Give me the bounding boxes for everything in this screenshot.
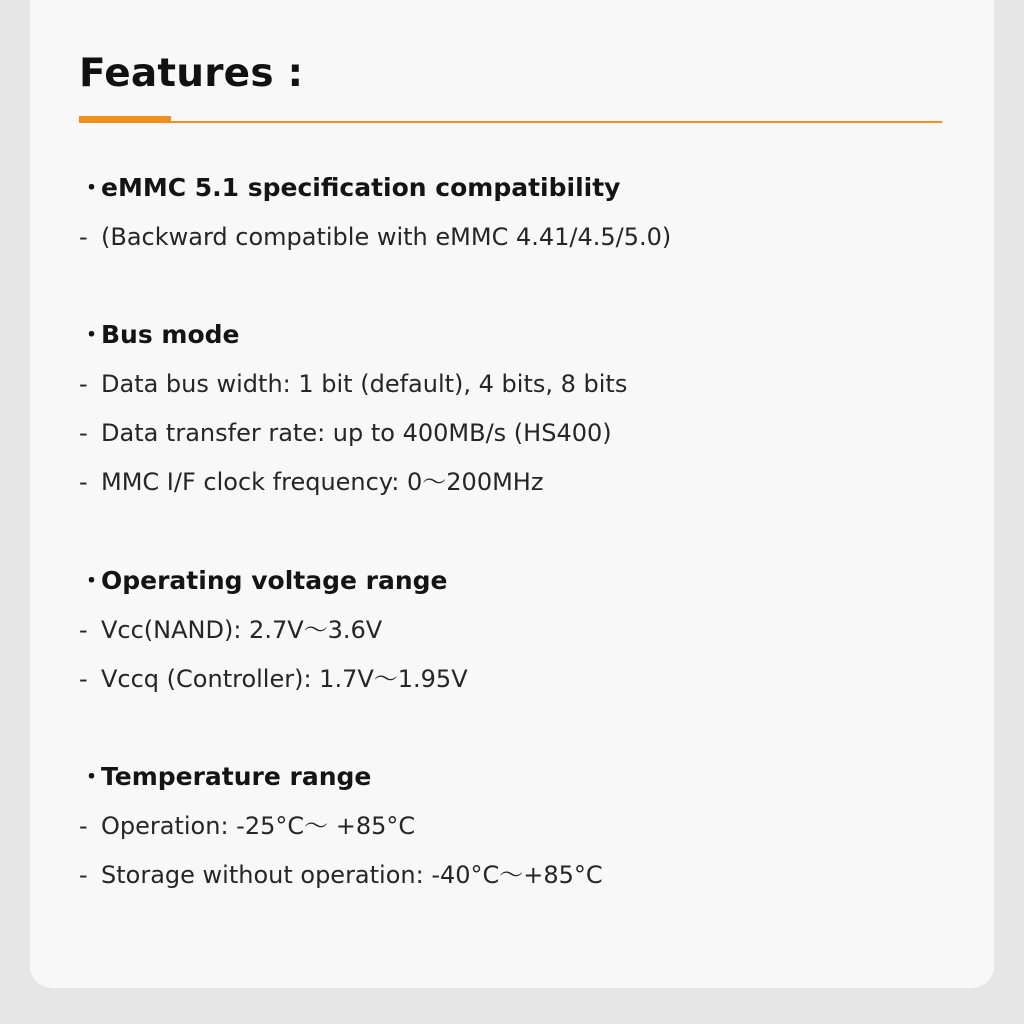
list-item-text: Vccq (Controller): 1.7V～1.95V	[101, 665, 468, 693]
feature-section-voltage	[79, 565, 959, 694]
list-item	[79, 467, 959, 497]
bullet-icon: ・	[79, 319, 105, 349]
list-item-text: Storage without operation: -40°C～+85°C	[101, 861, 603, 889]
feature-section-bus-mode	[79, 319, 959, 497]
title-underline	[79, 121, 942, 123]
list-item	[79, 664, 959, 694]
section-heading-text: Temperature range	[101, 761, 372, 791]
list-item-text: Vcc(NAND): 2.7V～3.6V	[101, 616, 383, 644]
dash-icon: -	[79, 419, 88, 447]
bullet-icon: ・	[79, 761, 105, 791]
list-item	[79, 811, 959, 841]
dash-icon: -	[79, 861, 88, 889]
dash-icon: -	[79, 616, 88, 644]
list-item-text: (Backward compatible with eMMC 4.41/4.5/5.0)	[101, 223, 672, 251]
list-item-text: Data bus width: 1 bit (default), 4 bits, 8 bits	[101, 370, 628, 398]
section-heading-text: Bus mode	[101, 319, 240, 349]
dash-icon: -	[79, 665, 88, 693]
bullet-icon: ・	[79, 565, 105, 595]
dash-icon: -	[79, 223, 88, 251]
dash-icon: -	[79, 468, 88, 496]
list-item	[79, 860, 959, 890]
list-item-text: MMC I/F clock frequency: 0～200MHz	[101, 468, 544, 496]
section-heading	[79, 319, 959, 349]
feature-section-emmc	[79, 172, 959, 252]
section-heading	[79, 172, 959, 202]
dash-icon: -	[79, 370, 88, 398]
features-card	[30, 0, 994, 988]
title-underline-accent	[79, 116, 171, 122]
list-item	[79, 615, 959, 645]
list-item	[79, 369, 959, 399]
page-title: Features :	[79, 51, 304, 96]
bullet-icon: ・	[79, 172, 105, 202]
list-item	[79, 418, 959, 448]
feature-section-temperature	[79, 761, 959, 890]
section-heading	[79, 761, 959, 791]
section-heading-text: Operating voltage range	[101, 565, 448, 595]
section-heading	[79, 565, 959, 595]
dash-icon: -	[79, 812, 88, 840]
list-item-text: Operation: -25°C～ +85°C	[101, 812, 416, 840]
list-item-text: Data transfer rate: up to 400MB/s (HS400)	[101, 419, 612, 447]
list-item	[79, 222, 959, 252]
section-heading-text: eMMC 5.1 specification compatibility	[101, 172, 621, 202]
